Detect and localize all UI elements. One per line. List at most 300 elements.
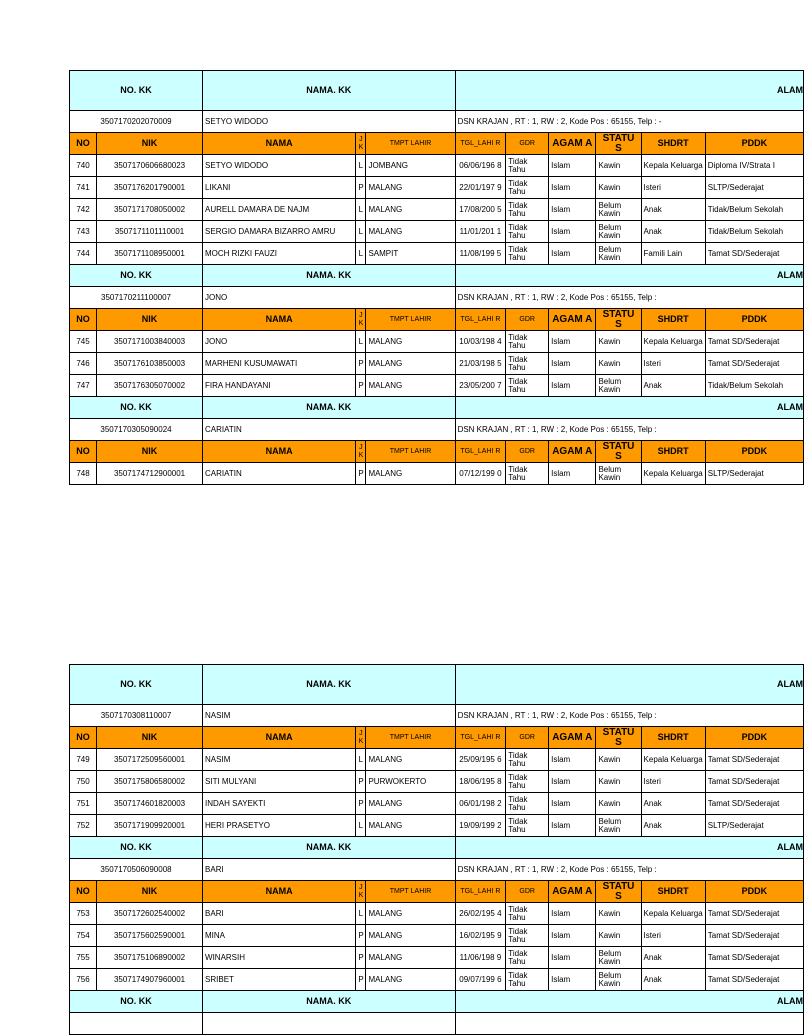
alamat-value: DSN KRAJAN , RT : 1, RW : 2, Kode Pos : 65155, Telp :	[455, 705, 803, 727]
col-no: NO	[70, 309, 97, 331]
member-tgl-lahir: 21/03/198 5	[455, 353, 506, 375]
member-nik: 3507176201790001	[97, 177, 203, 199]
col-jk: J K	[356, 133, 366, 155]
member-gdr: Tidak Tahu	[506, 199, 549, 221]
col-nama: NAMA	[203, 727, 356, 749]
member-status: Kawin	[596, 155, 641, 177]
table-row	[70, 221, 804, 243]
member-agama: Islam	[549, 221, 596, 243]
member-jk: P	[356, 925, 366, 947]
nama-kk-header: NAMA. KK	[203, 837, 456, 859]
member-jk: L	[356, 815, 366, 837]
col-gdr: GDR	[506, 441, 549, 463]
member-shdrt: Isteri	[641, 771, 705, 793]
member-no: 742	[70, 199, 97, 221]
nama-kk-value: CARIATIN	[203, 419, 456, 441]
member-pddk: Tamat SD/Sederajat	[705, 903, 803, 925]
col-status: STATU S	[596, 309, 641, 331]
member-pddk: Tamat SD/Sederajat	[705, 771, 803, 793]
no-kk-header: NO. KK	[70, 71, 203, 111]
member-tgl-lahir: 11/06/198 9	[455, 947, 506, 969]
member-shdrt: Kepala Keluarga	[641, 463, 705, 485]
nama-kk-header: NAMA. KK	[203, 265, 456, 287]
member-pddk: SLTP/Sederajat	[705, 177, 803, 199]
kk-header-row	[70, 71, 804, 111]
member-nama: CARIATIN	[203, 463, 356, 485]
col-tgl-lahir: TGL_LAHI R	[455, 309, 506, 331]
member-nik: 3507171003840003	[97, 331, 203, 353]
member-nama: SERGIO DAMARA BIZARRO AMRU	[203, 221, 356, 243]
kk-info-row-partial	[70, 1013, 804, 1035]
member-status: Belum Kawin	[596, 815, 641, 837]
nama-kk-value-empty	[203, 1013, 456, 1035]
col-shdrt: SHDRT	[641, 441, 705, 463]
member-pddk: SLTP/Sederajat	[705, 815, 803, 837]
member-shdrt: Isteri	[641, 177, 705, 199]
member-status: Kawin	[596, 353, 641, 375]
member-no: 741	[70, 177, 97, 199]
alamat-value-empty	[455, 1013, 803, 1035]
member-tmpt-lahir: MALANG	[366, 969, 455, 991]
member-tmpt-lahir: MALANG	[366, 815, 455, 837]
member-status: Belum Kawin	[596, 947, 641, 969]
family-register-table-2	[69, 664, 803, 1035]
member-jk: L	[356, 155, 366, 177]
table-row	[70, 353, 804, 375]
col-tmpt-lahir: TMPT LAHIR	[366, 881, 455, 903]
member-status: Kawin	[596, 793, 641, 815]
table-row	[70, 969, 804, 991]
member-tmpt-lahir: SAMPIT	[366, 243, 455, 265]
member-pddk: Tamat SD/Sederajat	[705, 749, 803, 771]
member-shdrt: Kepala Keluarga	[641, 903, 705, 925]
member-status: Kawin	[596, 749, 641, 771]
member-tmpt-lahir: MALANG	[366, 353, 455, 375]
member-tmpt-lahir: MALANG	[366, 331, 455, 353]
col-gdr: GDR	[506, 309, 549, 331]
member-shdrt: Kepala Keluarga	[641, 155, 705, 177]
member-shdrt: Isteri	[641, 925, 705, 947]
member-pddk: Tidak/Belum Sekolah	[705, 221, 803, 243]
member-tmpt-lahir: PURWOKERTO	[366, 771, 455, 793]
member-no: 751	[70, 793, 97, 815]
member-nama: MINA	[203, 925, 356, 947]
no-kk-value: 3507170202070009	[70, 111, 203, 133]
member-nama: NASIM	[203, 749, 356, 771]
member-pddk: Tamat SD/Sederajat	[705, 331, 803, 353]
member-nama: BARI	[203, 903, 356, 925]
member-jk: P	[356, 969, 366, 991]
kk-info-row	[70, 419, 804, 441]
member-tgl-lahir: 22/01/197 9	[455, 177, 506, 199]
col-jk: J K	[356, 309, 366, 331]
kk-header-row	[70, 265, 804, 287]
column-header-row	[70, 133, 804, 155]
member-agama: Islam	[549, 903, 596, 925]
table-row	[70, 243, 804, 265]
member-jk: L	[356, 331, 366, 353]
member-nik: 3507172509560001	[97, 749, 203, 771]
member-tgl-lahir: 26/02/195 4	[455, 903, 506, 925]
member-nik: 3507175602590001	[97, 925, 203, 947]
member-tmpt-lahir: MALANG	[366, 749, 455, 771]
nama-kk-header: NAMA. KK	[203, 665, 456, 705]
member-tgl-lahir: 18/06/195 8	[455, 771, 506, 793]
register-table	[69, 664, 804, 1035]
member-gdr: Tidak Tahu	[506, 353, 549, 375]
col-no: NO	[70, 727, 97, 749]
member-shdrt: Anak	[641, 815, 705, 837]
alamat-header: ALAM	[455, 991, 803, 1013]
col-nama: NAMA	[203, 441, 356, 463]
member-nama: LIKANI	[203, 177, 356, 199]
col-no: NO	[70, 441, 97, 463]
member-gdr: Tidak Tahu	[506, 903, 549, 925]
col-shdrt: SHDRT	[641, 727, 705, 749]
member-nama: SETYO WIDODO	[203, 155, 356, 177]
member-tgl-lahir: 06/01/198 2	[455, 793, 506, 815]
member-no: 749	[70, 749, 97, 771]
member-tgl-lahir: 17/08/200 5	[455, 199, 506, 221]
member-agama: Islam	[549, 925, 596, 947]
member-nama: WINARSIH	[203, 947, 356, 969]
member-shdrt: Anak	[641, 221, 705, 243]
member-agama: Islam	[549, 793, 596, 815]
member-gdr: Tidak Tahu	[506, 815, 549, 837]
member-tmpt-lahir: MALANG	[366, 903, 455, 925]
alamat-header: ALAM	[455, 397, 803, 419]
alamat-header: ALAM	[455, 265, 803, 287]
table-row	[70, 155, 804, 177]
member-pddk: Diploma IV/Strata I	[705, 155, 803, 177]
member-gdr: Tidak Tahu	[506, 925, 549, 947]
member-pddk: Tamat SD/Sederajat	[705, 353, 803, 375]
member-shdrt: Kepala Keluarga	[641, 749, 705, 771]
no-kk-header: NO. KK	[70, 991, 203, 1013]
no-kk-value-empty	[70, 1013, 203, 1035]
member-pddk: Tidak/Belum Sekolah	[705, 199, 803, 221]
col-tmpt-lahir: TMPT LAHIR	[366, 133, 455, 155]
member-agama: Islam	[549, 155, 596, 177]
table-row	[70, 463, 804, 485]
member-status: Kawin	[596, 177, 641, 199]
column-header-row	[70, 441, 804, 463]
member-gdr: Tidak Tahu	[506, 243, 549, 265]
col-jk: J K	[356, 881, 366, 903]
nama-kk-header: NAMA. KK	[203, 397, 456, 419]
member-no: 746	[70, 353, 97, 375]
member-nama: MOCH RIZKI FAUZI	[203, 243, 356, 265]
table-row	[70, 903, 804, 925]
member-shdrt: Anak	[641, 969, 705, 991]
col-gdr: GDR	[506, 881, 549, 903]
member-nik: 3507171708050002	[97, 199, 203, 221]
col-shdrt: SHDRT	[641, 133, 705, 155]
member-tgl-lahir: 23/05/200 7	[455, 375, 506, 397]
no-kk-value: 3507170305090024	[70, 419, 203, 441]
member-agama: Islam	[549, 771, 596, 793]
col-no: NO	[70, 133, 97, 155]
member-status: Belum Kawin	[596, 243, 641, 265]
member-gdr: Tidak Tahu	[506, 771, 549, 793]
member-shdrt: Anak	[641, 375, 705, 397]
member-no: 752	[70, 815, 97, 837]
nama-kk-value: NASIM	[203, 705, 456, 727]
member-pddk: Tamat SD/Sederajat	[705, 947, 803, 969]
table-row	[70, 199, 804, 221]
member-no: 755	[70, 947, 97, 969]
alamat-value: DSN KRAJAN , RT : 1, RW : 2, Kode Pos : 65155, Telp :	[455, 419, 803, 441]
member-tmpt-lahir: MALANG	[366, 221, 455, 243]
kk-header-row	[70, 397, 804, 419]
member-status: Belum Kawin	[596, 375, 641, 397]
member-no: 740	[70, 155, 97, 177]
member-shdrt: Anak	[641, 199, 705, 221]
member-nik: 3507170606680023	[97, 155, 203, 177]
col-no: NO	[70, 881, 97, 903]
member-pddk: Tamat SD/Sederajat	[705, 925, 803, 947]
col-agama: AGAM A	[549, 727, 596, 749]
col-nama: NAMA	[203, 309, 356, 331]
col-gdr: GDR	[506, 727, 549, 749]
member-nik: 3507174907960001	[97, 969, 203, 991]
member-no: 750	[70, 771, 97, 793]
member-jk: P	[356, 793, 366, 815]
member-gdr: Tidak Tahu	[506, 969, 549, 991]
member-tgl-lahir: 11/08/199 5	[455, 243, 506, 265]
kk-info-row	[70, 705, 804, 727]
member-tmpt-lahir: MALANG	[366, 199, 455, 221]
member-nama: INDAH SAYEKTI	[203, 793, 356, 815]
member-tmpt-lahir: JOMBANG	[366, 155, 455, 177]
member-nik: 3507176103850003	[97, 353, 203, 375]
member-jk: P	[356, 463, 366, 485]
member-jk: L	[356, 243, 366, 265]
member-gdr: Tidak Tahu	[506, 375, 549, 397]
member-pddk: Tamat SD/Sederajat	[705, 969, 803, 991]
member-shdrt: Famili Lain	[641, 243, 705, 265]
member-gdr: Tidak Tahu	[506, 463, 549, 485]
column-header-row	[70, 309, 804, 331]
member-no: 754	[70, 925, 97, 947]
member-gdr: Tidak Tahu	[506, 331, 549, 353]
no-kk-value: 3507170506090008	[70, 859, 203, 881]
family-register-table-1	[69, 70, 803, 485]
member-agama: Islam	[549, 375, 596, 397]
member-agama: Islam	[549, 969, 596, 991]
member-tgl-lahir: 19/09/199 2	[455, 815, 506, 837]
no-kk-header: NO. KK	[70, 265, 203, 287]
member-nik: 3507176305070002	[97, 375, 203, 397]
alamat-header: ALAM	[455, 71, 803, 111]
col-shdrt: SHDRT	[641, 309, 705, 331]
member-agama: Islam	[549, 199, 596, 221]
col-gdr: GDR	[506, 133, 549, 155]
col-tmpt-lahir: TMPT LAHIR	[366, 441, 455, 463]
col-pddk: PDDK	[705, 727, 803, 749]
member-status: Belum Kawin	[596, 199, 641, 221]
member-nama: JONO	[203, 331, 356, 353]
member-gdr: Tidak Tahu	[506, 221, 549, 243]
col-status: STATU S	[596, 133, 641, 155]
table-row	[70, 177, 804, 199]
member-tgl-lahir: 11/01/201 1	[455, 221, 506, 243]
member-jk: P	[356, 947, 366, 969]
member-no: 756	[70, 969, 97, 991]
member-agama: Islam	[549, 815, 596, 837]
col-pddk: PDDK	[705, 133, 803, 155]
member-no: 745	[70, 331, 97, 353]
member-nik: 3507171909920001	[97, 815, 203, 837]
no-kk-header: NO. KK	[70, 665, 203, 705]
kk-info-row	[70, 859, 804, 881]
col-status: STATU S	[596, 441, 641, 463]
member-pddk: Tidak/Belum Sekolah	[705, 375, 803, 397]
member-agama: Islam	[549, 463, 596, 485]
col-shdrt: SHDRT	[641, 881, 705, 903]
member-tmpt-lahir: MALANG	[366, 177, 455, 199]
member-nik: 3507172602540002	[97, 903, 203, 925]
col-nik: NIK	[97, 309, 203, 331]
kk-info-row	[70, 111, 804, 133]
member-shdrt: Anak	[641, 793, 705, 815]
member-jk: L	[356, 199, 366, 221]
no-kk-value: 3507170211100007	[70, 287, 203, 309]
member-nik: 3507171101110001	[97, 221, 203, 243]
member-tgl-lahir: 06/06/196 8	[455, 155, 506, 177]
member-status: Kawin	[596, 331, 641, 353]
col-nama: NAMA	[203, 881, 356, 903]
member-tmpt-lahir: MALANG	[366, 793, 455, 815]
member-shdrt: Kepala Keluarga	[641, 331, 705, 353]
kk-header-row	[70, 837, 804, 859]
member-nama: MARHENI KUSUMAWATI	[203, 353, 356, 375]
col-nik: NIK	[97, 441, 203, 463]
member-nama: FIRA HANDAYANI	[203, 375, 356, 397]
member-nik: 3507175106890002	[97, 947, 203, 969]
nama-kk-value: BARI	[203, 859, 456, 881]
member-status: Belum Kawin	[596, 221, 641, 243]
alamat-value: DSN KRAJAN , RT : 1, RW : 2, Kode Pos : 65155, Telp : -	[455, 111, 803, 133]
nama-kk-value: JONO	[203, 287, 456, 309]
kk-header-row	[70, 991, 804, 1013]
member-tmpt-lahir: MALANG	[366, 925, 455, 947]
table-row	[70, 793, 804, 815]
member-jk: P	[356, 177, 366, 199]
member-shdrt: Anak	[641, 947, 705, 969]
col-nama: NAMA	[203, 133, 356, 155]
col-tmpt-lahir: TMPT LAHIR	[366, 727, 455, 749]
member-gdr: Tidak Tahu	[506, 155, 549, 177]
col-status: STATU S	[596, 881, 641, 903]
member-jk: L	[356, 903, 366, 925]
member-agama: Islam	[549, 749, 596, 771]
member-no: 748	[70, 463, 97, 485]
table-row	[70, 749, 804, 771]
member-tgl-lahir: 25/09/195 6	[455, 749, 506, 771]
col-pddk: PDDK	[705, 881, 803, 903]
member-agama: Islam	[549, 177, 596, 199]
member-tgl-lahir: 16/02/195 9	[455, 925, 506, 947]
member-status: Kawin	[596, 903, 641, 925]
member-tgl-lahir: 09/07/199 6	[455, 969, 506, 991]
nama-kk-header: NAMA. KK	[203, 71, 456, 111]
member-tgl-lahir: 10/03/198 4	[455, 331, 506, 353]
col-agama: AGAM A	[549, 133, 596, 155]
member-pddk: Tamat SD/Sederajat	[705, 243, 803, 265]
alamat-value: DSN KRAJAN , RT : 1, RW : 2, Kode Pos : 65155, Telp :	[455, 859, 803, 881]
col-tgl-lahir: TGL_LAHI R	[455, 133, 506, 155]
member-nik: 3507171108950001	[97, 243, 203, 265]
col-tmpt-lahir: TMPT LAHIR	[366, 309, 455, 331]
member-jk: L	[356, 221, 366, 243]
col-nik: NIK	[97, 133, 203, 155]
nama-kk-header: NAMA. KK	[203, 991, 456, 1013]
member-nama: SITI MULYANI	[203, 771, 356, 793]
member-jk: P	[356, 375, 366, 397]
member-tmpt-lahir: MALANG	[366, 375, 455, 397]
member-agama: Islam	[549, 331, 596, 353]
member-nama: SRIBET	[203, 969, 356, 991]
col-agama: AGAM A	[549, 881, 596, 903]
no-kk-header: NO. KK	[70, 837, 203, 859]
table-row	[70, 815, 804, 837]
col-nik: NIK	[97, 881, 203, 903]
col-jk: J K	[356, 441, 366, 463]
member-nama: AURELL DAMARA DE NAJM	[203, 199, 356, 221]
column-header-row	[70, 727, 804, 749]
column-header-row	[70, 881, 804, 903]
table-row	[70, 771, 804, 793]
alamat-value: DSN KRAJAN , RT : 1, RW : 2, Kode Pos : 65155, Telp :	[455, 287, 803, 309]
member-tgl-lahir: 07/12/199 0	[455, 463, 506, 485]
table-row	[70, 925, 804, 947]
member-agama: Islam	[549, 353, 596, 375]
col-agama: AGAM A	[549, 441, 596, 463]
no-kk-header: NO. KK	[70, 397, 203, 419]
col-jk: J K	[356, 727, 366, 749]
member-gdr: Tidak Tahu	[506, 177, 549, 199]
member-tmpt-lahir: MALANG	[366, 463, 455, 485]
col-tgl-lahir: TGL_LAHI R	[455, 881, 506, 903]
member-status: Kawin	[596, 771, 641, 793]
col-pddk: PDDK	[705, 309, 803, 331]
col-agama: AGAM A	[549, 309, 596, 331]
table-row	[70, 947, 804, 969]
member-jk: P	[356, 353, 366, 375]
table-row	[70, 331, 804, 353]
col-tgl-lahir: TGL_LAHI R	[455, 727, 506, 749]
member-no: 743	[70, 221, 97, 243]
member-status: Belum Kawin	[596, 463, 641, 485]
member-tmpt-lahir: MALANG	[366, 947, 455, 969]
member-agama: Islam	[549, 947, 596, 969]
member-gdr: Tidak Tahu	[506, 947, 549, 969]
kk-header-row	[70, 665, 804, 705]
member-nama: HERI PRASETYO	[203, 815, 356, 837]
no-kk-value: 3507170308110007	[70, 705, 203, 727]
member-gdr: Tidak Tahu	[506, 749, 549, 771]
member-jk: P	[356, 771, 366, 793]
member-status: Kawin	[596, 925, 641, 947]
member-agama: Islam	[549, 243, 596, 265]
kk-info-row	[70, 287, 804, 309]
member-status: Belum Kawin	[596, 969, 641, 991]
member-nik: 3507175806580002	[97, 771, 203, 793]
alamat-header: ALAM	[455, 665, 803, 705]
member-pddk: SLTP/Sederajat	[705, 463, 803, 485]
register-table	[69, 70, 804, 485]
